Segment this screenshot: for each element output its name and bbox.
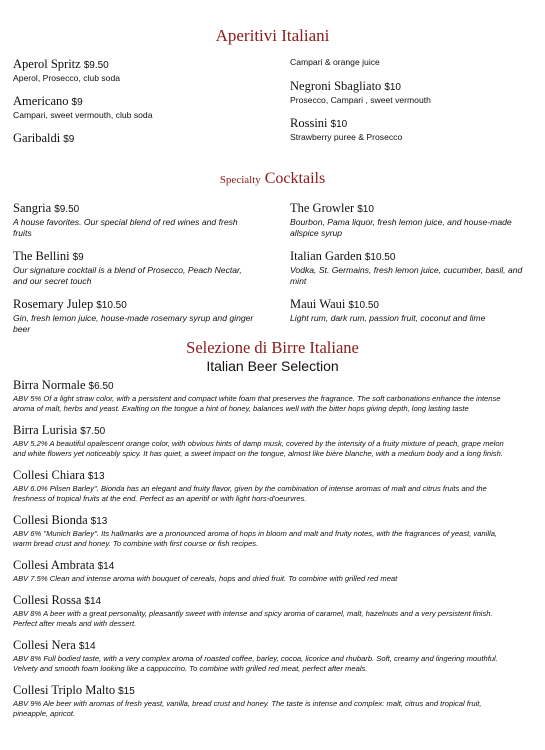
item-price: $9	[63, 134, 75, 145]
item-name: Aperol Spritz	[13, 57, 81, 71]
item-price: $10	[330, 119, 348, 130]
item-desc: Aperol, Prosecco, club soda	[13, 73, 121, 83]
item-price: $10.50	[348, 300, 379, 311]
item-desc: ABV 9% Ale beer with aromas of fresh yeast, vanilla, bread crust and honey. The taste is intense and complex: malt, citrus and tropical fruit, pineapple, apricot.	[13, 699, 482, 718]
item-price: $6.50	[88, 381, 114, 392]
aperitivi-left-column	[13, 55, 268, 155]
menu-item	[13, 247, 258, 287]
menu-item	[13, 129, 268, 147]
item-name: Collesi Ambrata	[13, 558, 95, 572]
item-name: Rosemary Julep	[13, 297, 94, 311]
item-name: Birra Lurisia	[13, 423, 78, 437]
item-price: $14	[97, 561, 115, 572]
beer-item	[13, 466, 513, 504]
item-desc: ABV 8% Full bodied taste, with a very complex aroma of roasted coffee, barley, cocoa, licorice and rhubarb. Soft, creamy and lingering mouthful. Velvety and smooth foam looking like a cappuccino. To combine with grilled red meat, perfect after meals.	[13, 654, 498, 673]
item-desc: ABV 8% A beer with a great personality, pleasantly sweet with intense and spicy aroma of caramel, malt, hazelnuts and a very persistent finish. Perfect after meals and with dessert.	[13, 609, 493, 628]
item-name: The Bellini	[13, 249, 70, 263]
cocktails-right-column	[290, 199, 530, 332]
item-name: Collesi Nera	[13, 638, 76, 652]
item-price: $15	[118, 686, 135, 697]
menu-item	[13, 199, 258, 239]
item-desc: A house favorites. Our special blend of red wines and fresh fruits	[13, 217, 238, 238]
beers-title: Selezione di Birre Italiane	[186, 338, 359, 357]
item-desc: ABV 6% "Munich Barley". Its hallmarks are a pronounced aroma of hops in bloom and malt and fruity notes, with the fragrances of yeast, vanilla, warm bread crust and honey. To combine with first course or fish recipes.	[13, 529, 498, 548]
item-desc: Vodka, St. Germains, fresh lemon juice, cucumber, basil, and mint	[290, 265, 523, 286]
item-price: $14	[84, 596, 102, 607]
item-desc: Campari, sweet vermouth, club soda	[13, 110, 153, 120]
item-name: Collesi Chiara	[13, 468, 85, 482]
menu-item	[13, 55, 268, 84]
item-name: Collesi Bionda	[13, 513, 88, 527]
item-name: Collesi Rossa	[13, 593, 82, 607]
item-price: $13	[90, 516, 108, 527]
item-desc: Prosecco, Campari , sweet vermouth	[290, 95, 431, 105]
beer-list	[13, 376, 513, 726]
item-desc: Campari & orange juice	[290, 57, 380, 67]
item-price: $10	[357, 204, 374, 215]
item-name: Maui Waui	[290, 297, 346, 311]
menu-item	[13, 92, 268, 121]
item-price: $9.50	[54, 204, 80, 215]
item-desc: Light rum, dark rum, passion fruit, coconut and lime	[290, 313, 486, 323]
item-name: Americano	[13, 94, 69, 108]
aperitivi-title: Aperitivi Italiani	[215, 26, 330, 45]
beer-item	[13, 556, 513, 584]
item-desc: ABV 7.5% Clean and intense aroma with bouquet of cereals, hops and dried fruit. To combine with grilled red meat	[13, 574, 398, 583]
cocktails-left-column	[13, 199, 258, 343]
item-name: Sangria	[13, 201, 52, 215]
menu-item	[290, 295, 530, 324]
menu-item	[290, 199, 530, 239]
item-name: Rossini	[290, 116, 328, 130]
item-price: $13	[87, 471, 105, 482]
item-name: Italian Garden	[290, 249, 362, 263]
item-desc: ABV 5% Of a light straw color, with a persistent and compact white foam that preserves the fragrance. The soft carbonations enhance the intense aroma of malt, herbs and yeast. Exalting on the tongue a hint of honey, balances well with the bitter hops giving depth, long lasting taste	[13, 394, 501, 413]
item-name: Collesi Triplo Malto	[13, 683, 116, 697]
cocktails-title-small: Specialty	[219, 174, 261, 186]
item-price: $9	[71, 97, 83, 108]
item-name: The Growler	[290, 201, 355, 215]
beer-item	[13, 636, 513, 674]
cocktails-title	[0, 170, 545, 188]
beer-item	[13, 511, 513, 549]
item-price: $7.50	[80, 426, 106, 437]
beer-item	[13, 681, 513, 719]
item-price: $10.50	[364, 252, 396, 263]
cocktails-title-big: Cocktails	[264, 170, 326, 187]
item-name: Birra Normale	[13, 378, 86, 392]
item-desc: Bourbon, Pama liquor, fresh lemon juice, and house-made allspice syrup	[290, 217, 512, 238]
item-desc: Strawberry puree & Prosecco	[290, 132, 403, 142]
menu-item	[13, 295, 258, 335]
menu-item	[290, 247, 530, 287]
item-price: $14	[78, 641, 96, 652]
aperitivi-right-column	[290, 57, 535, 151]
beers-subtitle: Italian Beer Selection	[206, 358, 339, 374]
item-name: Garibaldi	[13, 131, 61, 145]
item-desc: Our signature cocktail is a blend of Prosecco, Peach Nectar, and our secret touch	[13, 265, 242, 286]
item-desc: Gin, fresh lemon juice, house-made rosemary syrup and ginger beer	[13, 313, 254, 334]
item-price: $10	[384, 82, 401, 93]
item-name: Negroni Sbagliato	[290, 79, 382, 93]
item-price: $9	[72, 252, 84, 263]
item-desc: ABV 6.0% Pilsen Barley". Bionda has an elegant and fruity flavor, given by the combination of intense aromas of malt and citrus fruits and the freshness of tropical fruits at the end. Perfect as an aperitif or with light hors-d'oeurvres.	[13, 484, 487, 503]
item-price: $9.50	[83, 60, 109, 71]
beer-item	[13, 421, 513, 459]
beer-item	[13, 591, 513, 629]
menu-item	[290, 77, 535, 106]
menu-item	[290, 114, 535, 143]
item-price: $10.50	[96, 300, 127, 311]
item-desc: ABV 5.2% A beautiful opalescent orange color, with obvious hints of damp musk, covered by the intensity of a fruity mixture of peach, grape melon and white flowers yet noticeably spicy. It has quiet, a sweet impact on the tongue, almost like bière blanche, with a medium body and a long finish.	[13, 439, 504, 458]
beer-item	[13, 376, 513, 414]
